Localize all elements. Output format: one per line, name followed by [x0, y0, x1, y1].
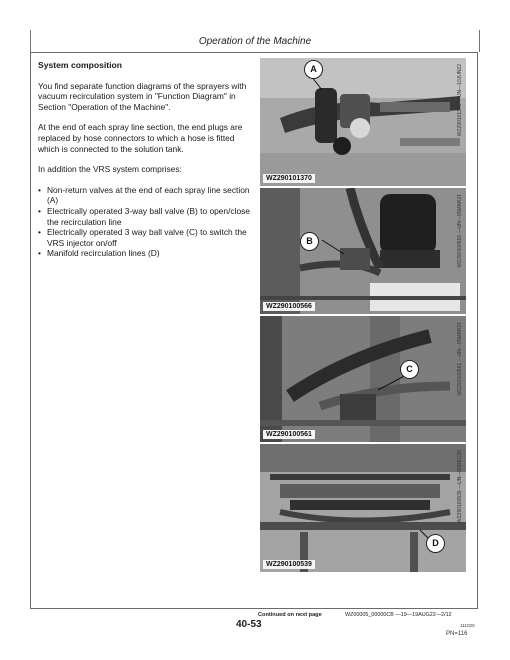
list-item: • Non-return valves at the end of each spray line section (A): [38, 185, 253, 206]
figure-d-photo: [260, 444, 466, 572]
figure-b-image: [260, 188, 466, 314]
callout-d: D: [426, 534, 445, 553]
figure-c-caption: WZ290100561: [263, 430, 315, 439]
paragraph: You find separate function diagrams of the sprayers with vacuum recirculation system in "Function Diagram" in Section "Operation of the Machine".: [38, 80, 247, 112]
callout-a: A: [304, 60, 323, 79]
component-list: [38, 185, 253, 259]
figure-c-side-ref: WZ290100561 —UN—05MAR21: [457, 322, 463, 396]
page-header: [30, 30, 480, 52]
callout-c: C: [400, 360, 419, 379]
text-column: [38, 60, 253, 259]
section-heading: System composition: [38, 60, 123, 70]
document-reference: WZ00005_00000CB —19—19AUG22—2/12: [345, 612, 452, 618]
continued-note: Continued on next page: [258, 612, 322, 618]
figure-d-side-ref: WZ290100539 —UN—05DEC20: [457, 450, 463, 524]
figure-a-photo: [260, 58, 466, 186]
footer-code: 111020: [460, 623, 475, 628]
figure-b-caption: WZ290100566: [263, 302, 315, 311]
figure-d-caption: WZ290100539: [263, 560, 315, 569]
figure-b-photo: [260, 188, 466, 314]
pn-label: PN=116: [446, 631, 468, 637]
figure-c-image: [260, 316, 466, 442]
list-item: • Electrically operated 3-way ball valve (B) to open/close the recirculation line: [38, 206, 253, 227]
figure-c-photo: [260, 316, 466, 442]
paragraph: At the end of each spray line section, the end plugs are replaced by hose connectors to which a hose is fitted which is connected to the solution tank.: [38, 122, 243, 154]
header-title: Operation of the Machine: [198, 36, 312, 47]
list-item: • Electrically operated 3 way ball valve (C) to switch the VRS injector on/off: [38, 227, 253, 248]
paragraph: In addition the VRS system comprises:: [38, 164, 182, 175]
header-right-rule: [479, 30, 480, 52]
page-number: 40-53: [236, 619, 262, 630]
figure-a-caption: WZ290101370: [263, 174, 315, 183]
figure-b-side-ref: WZ290100566 —UN—05MAR21: [457, 194, 463, 268]
list-item: • Manifold recirculation lines (D): [38, 248, 253, 259]
figure-a-side-ref: WZ290101370 —UN—10JUN22: [457, 64, 463, 137]
figure-a-image: [260, 58, 466, 186]
callout-b: B: [300, 232, 319, 251]
